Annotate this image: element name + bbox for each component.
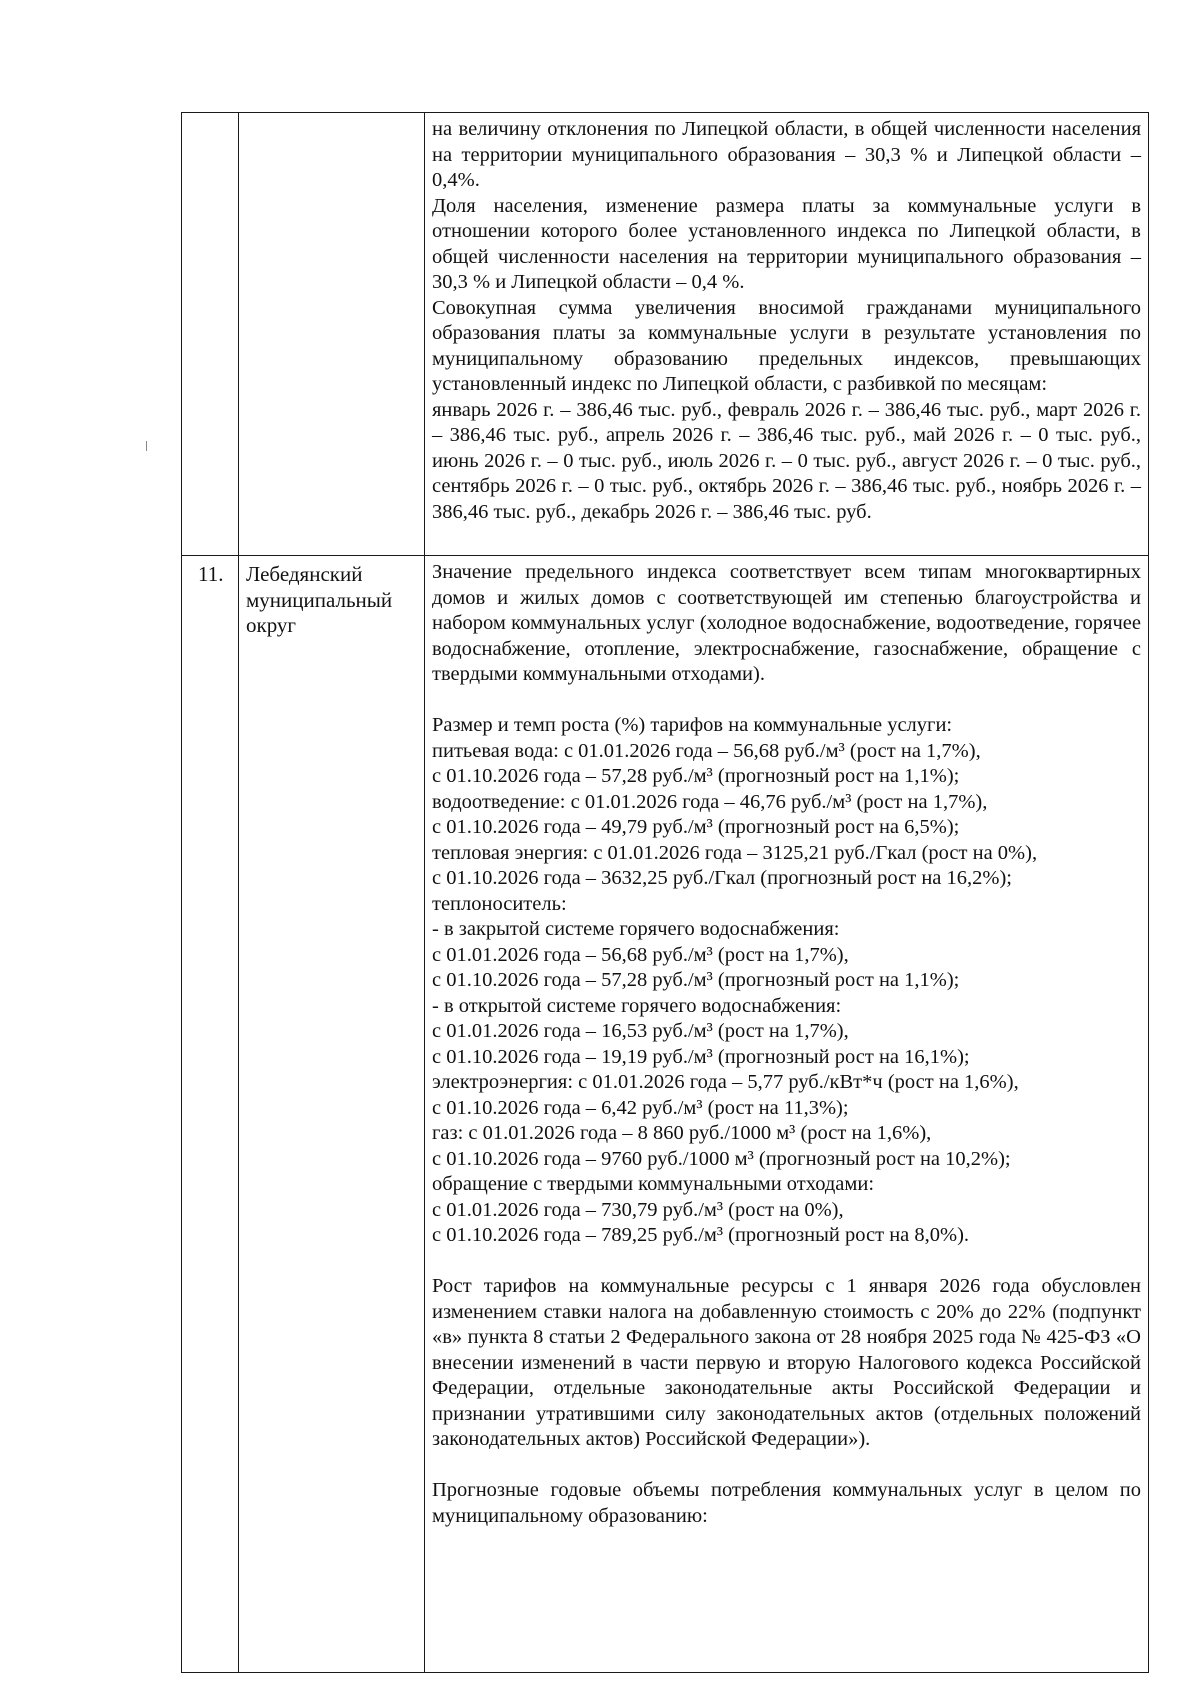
tariff-line: теплоноситель: — [432, 892, 567, 915]
population-share-paragraph: Доля населения, изменение размера платы за коммунальные услуги в отношении которого более установленного индекса по Липецкой области, в общей численности населения на территории муниципального образования – 30,3 % и Липецкой области – 0,4 %. — [432, 194, 1141, 293]
description-cell — [425, 556, 1149, 1673]
row-number-cell: 11. — [182, 556, 239, 1673]
tariff-line: водоотведение: с 01.01.2026 года – 46,76 руб./м³ (рост на 1,7%), — [432, 790, 988, 813]
table-row — [182, 113, 1149, 556]
tariff-line: обращение с твердыми коммунальными отходами: — [432, 1173, 875, 1195]
municipality-name-cell: Лебедянский муниципальный округ — [239, 556, 425, 1673]
deviation-paragraph: на величину отклонения по Липецкой области, в общей численности населения на территории муниципального образования – 30,3 % и Липецкой области – 0,4%. — [432, 118, 1141, 191]
index-applicability-paragraph: Значение предельного индекса соответствует всем типам многоквартирных домов и жилых домов с соответствующей им степенью благоустройства и набором коммунальных услуг (холодное водоснабжение, водоотведение, горячее водоснабжение, отопление, электроснабжение, газоснабжение, обращение с твердыми коммунальными отходами). — [432, 561, 1141, 685]
tariff-line: - в открытой системе горячего водоснабжения: — [432, 994, 842, 1017]
tariff-line: с 01.10.2026 года – 3632,25 руб./Гкал (прогнозный рост на 16,2%); — [432, 867, 1013, 889]
tariff-line: электроэнергия: с 01.01.2026 года – 5,77 руб./кВт*ч (рост на 1,6%), — [432, 1071, 1019, 1093]
tariff-line: газ: с 01.01.2026 года – 8 860 руб./1000 м³ (рост на 1,6%), — [432, 1122, 932, 1144]
tariff-line: с 01.10.2026 года – 6,42 руб./м³ (рост на 11,3%); — [432, 1096, 849, 1119]
tariff-line: питьевая вода: с 01.01.2026 года – 56,68 руб./м³ (рост на 1,7%), — [432, 739, 981, 762]
vat-change-paragraph: Рост тарифов на коммунальные ресурсы с 1 января 2026 года обусловлен изменением ставки налога на добавленную стоимость с 20% до 22% (подпункт «в» пункта 8 статьи 2 Федерального закона от 28 ноября 2025 года № 425-ФЗ «О внесении изменений в части первую и вторую Налогового кодекса Российской Федерации, отдельные законодательные акты Российской Федерации и признании утратившими силу законодательных актов (отдельных положений законодательных актов) Российской Федерации»). — [432, 1275, 1141, 1450]
tariff-line: - в закрытой системе горячего водоснабжения: — [432, 918, 840, 940]
tariff-line: с 01.10.2026 года – 49,79 руб./м³ (прогнозный рост на 6,5%); — [432, 816, 960, 838]
tariff-line: с 01.10.2026 года – 9760 руб./1000 м³ (прогнозный рост на 10,2%); — [432, 1147, 1011, 1170]
description-cell — [425, 113, 1149, 556]
tariff-line: с 01.10.2026 года – 57,28 руб./м³ (прогнозный рост на 1,1%); — [432, 765, 960, 787]
tariff-line: с 01.01.2026 года – 730,79 руб./м³ (рост на 0%), — [432, 1198, 844, 1221]
tariff-index-table — [181, 112, 1149, 1673]
tariff-line: с 01.10.2026 года – 19,19 руб./м³ (прогнозный рост на 16,1%); — [432, 1045, 970, 1068]
tariffs-heading: Размер и темп роста (%) тарифов на коммунальные услуги: — [432, 714, 953, 736]
scan-artifact — [146, 441, 147, 451]
monthly-breakdown-paragraph: январь 2026 г. – 386,46 тыс. руб., февраль 2026 г. – 386,46 тыс. руб., март 2026 г. – 386,46 тыс. руб., апрель 2026 г. – 386,46 тыс. руб., май 2026 г. – 0 тыс. руб., июнь 2026 г. – 0 тыс. руб., июль 2026 г. – 0 тыс. руб., август 2026 г. – 0 тыс. руб., сентябрь 2026 г. – 0 тыс. руб., октябрь 2026 г. – 386,46 тыс. руб., ноябрь 2026 г. – 386,46 тыс. руб., декабрь 2026 г. – 386,46 тыс. руб. — [432, 398, 1141, 523]
tariff-line: с 01.10.2026 года – 57,28 руб./м³ (прогнозный рост на 1,1%); — [432, 969, 960, 991]
tariff-line: тепловая энергия: с 01.01.2026 года – 3125,21 руб./Гкал (рост на 0%), — [432, 841, 1038, 864]
forecast-heading: Прогнозные годовые объемы потребления коммунальных услуг в целом по муниципальному образованию: — [432, 1479, 1141, 1527]
tariff-line: с 01.01.2026 года – 56,68 руб./м³ (рост на 1,7%), — [432, 943, 849, 966]
tariff-line: с 01.10.2026 года – 789,25 руб./м³ (прогнозный рост на 8,0%). — [432, 1224, 970, 1246]
total-increase-paragraph: Совокупная сумма увеличения вносимой гражданами муниципального образования платы за коммунальные услуги в результате установления по муниципальному образованию предельных индексов, превышающих установленный индекс по Липецкой области, с разбивкой по месяцам: — [432, 296, 1141, 395]
tariff-line: с 01.01.2026 года – 16,53 руб./м³ (рост на 1,7%), — [432, 1020, 849, 1042]
row-number-cell — [182, 113, 239, 556]
municipality-name-cell — [239, 113, 425, 556]
table-row — [182, 556, 1149, 1673]
tariff-list — [432, 713, 1141, 1249]
